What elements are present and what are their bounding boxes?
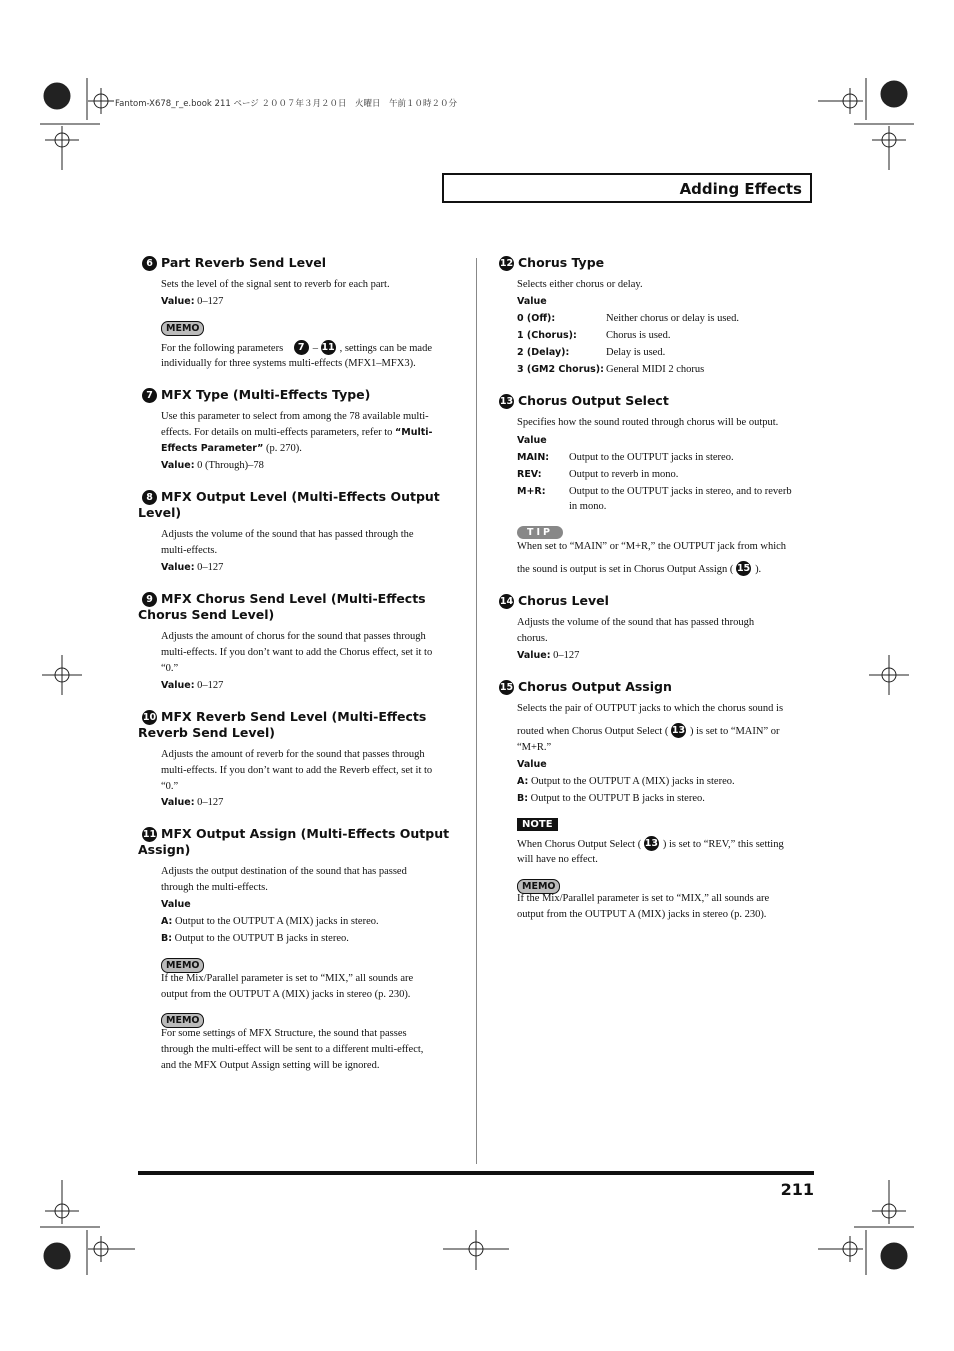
note-tag: NOTE: [517, 814, 558, 832]
option-desc: Output to reverb in mono.: [569, 469, 679, 480]
memo-text: individually for three systems multi-effects (MFX1–MFX3).: [161, 358, 416, 369]
option-row: 0 (Off):: [517, 313, 556, 324]
value-heading: Value: [517, 296, 547, 307]
paragraph: Use this parameter to select from among the 78 available multi-: [161, 411, 429, 422]
heading-mfx-reverb-send-level: 10 MFX Reverb Send Level (Multi-Effects Reverb Send Level): [138, 709, 427, 740]
heading-chorus-type: 12 Chorus Type: [499, 255, 605, 270]
option-desc: Chorus is used.: [606, 330, 671, 341]
heading-mfx-output-assign: 11 MFX Output Assign (Multi-Effects Output Assign): [138, 826, 450, 857]
note-text: will have no effect.: [517, 854, 598, 865]
memo-text: output from the OUTPUT A (MIX) jacks in stereo (p. 230).: [517, 909, 767, 920]
heading-chorus-output-select: 13 Chorus Output Select: [499, 393, 669, 408]
value-heading: Value: [517, 759, 547, 770]
file-header: Fantom-X678_r_e.book 211 ページ ２００７年３月２０日 火曜日 午前１０時２０分: [115, 99, 458, 109]
paragraph: multi-effects.: [161, 545, 218, 556]
option-row: 1 (Chorus):: [517, 330, 577, 341]
option-desc: General MIDI 2 chorus: [606, 364, 705, 375]
option-a: A: Output to the OUTPUT A (MIX) jacks in stereo.: [517, 776, 735, 787]
heading-mfx-type: 7 MFX Type (Multi-Effects Type): [142, 387, 370, 403]
ref-badge: 13: [644, 838, 658, 849]
paragraph: effects. For details on multi-effects parameters, refer to “Multi-: [161, 427, 433, 438]
value-line: Value: 0–127: [161, 797, 224, 808]
paragraph: Selects the pair of OUTPUT jacks to which the chorus sound is: [517, 703, 784, 714]
section-title-box: [442, 173, 812, 203]
option-desc: Neither chorus or delay is used.: [606, 313, 739, 324]
page-number: 211: [780, 1180, 814, 1199]
option-a: A: Output to the OUTPUT A (MIX) jacks in stereo.: [161, 916, 379, 927]
paragraph: multi-effects. If you don’t want to add the Chorus effect, set it to: [161, 647, 433, 658]
note-text: When Chorus Output Select ( 13 ) is set to “REV,” this setting: [517, 838, 784, 850]
paragraph: Selects either chorus or delay.: [517, 279, 643, 290]
memo-text: If the Mix/Parallel parameter is set to “MIX,” all sounds are: [161, 973, 414, 984]
paragraph: Adjusts the output destination of the sound that has passed: [161, 866, 407, 877]
section-title: Adding Effects: [679, 180, 802, 198]
memo-tag: MEMO: [161, 955, 204, 973]
number-badge: 6: [142, 256, 157, 271]
option-desc: Output to the OUTPUT jacks in stereo, and to reverb: [569, 486, 792, 497]
option-row: 2 (Delay):: [517, 347, 570, 358]
ref-badge: 7: [294, 340, 309, 355]
memo-text: and the MFX Output Assign setting will be ignored.: [161, 1060, 380, 1071]
paragraph: Adjusts the amount of chorus for the sound that passes through: [161, 631, 426, 642]
option-b: B: Output to the OUTPUT B jacks in stereo.: [517, 793, 705, 804]
ref-badge: 15: [736, 563, 751, 574]
option-desc-cont: in mono.: [569, 501, 607, 512]
tip-text: the sound is output is set in Chorus Output Assign ( 15 ).: [517, 563, 762, 575]
ref-badge: 11: [321, 342, 335, 353]
paragraph: “M+R.”: [517, 742, 552, 753]
memo-text: If the Mix/Parallel parameter is set to “MIX,” all sounds are: [517, 893, 770, 904]
memo-text: For some settings of MFX Structure, the sound that passes: [161, 1028, 407, 1039]
paragraph: “0.”: [161, 663, 179, 674]
heading-chorus-level: 14 Chorus Level: [499, 593, 609, 608]
option-desc: Output to the OUTPUT jacks in stereo.: [569, 452, 734, 463]
memo-text: output from the OUTPUT A (MIX) jacks in stereo (p. 230).: [161, 989, 411, 1000]
option-row: MAIN:: [517, 452, 550, 463]
memo-tag: MEMO: [161, 318, 204, 336]
option-row: 3 (GM2 Chorus):: [517, 364, 604, 375]
paragraph: Adjusts the volume of the sound that has passed through the: [161, 529, 414, 540]
memo-text: through the multi-effect will be sent to a different multi-effect,: [161, 1044, 424, 1055]
value-line: Value: 0–127: [161, 680, 224, 691]
footer-rule: [138, 1171, 814, 1175]
paragraph: Specifies how the sound routed through chorus will be output.: [517, 417, 779, 428]
paragraph: “0.”: [161, 781, 179, 792]
paragraph: through the multi-effects.: [161, 882, 268, 893]
paragraph: routed when Chorus Output Select ( 13 ) is set to “MAIN” or: [517, 725, 780, 737]
heading-chorus-output-assign: 15 Chorus Output Assign: [499, 679, 672, 694]
memo-tag: MEMO: [161, 1010, 204, 1028]
tip-text: When set to “MAIN” or “M+R,” the OUTPUT jack from which: [517, 541, 787, 552]
paragraph: Adjusts the amount of reverb for the sound that passes through: [161, 749, 425, 760]
paragraph: chorus.: [517, 633, 548, 644]
option-b: B: Output to the OUTPUT B jacks in stereo.: [161, 933, 349, 944]
value-heading: Value: [517, 435, 547, 446]
paragraph: multi-effects. If you don’t want to add the Reverb effect, set it to: [161, 765, 433, 776]
value-line: Value: 0–127: [161, 562, 224, 573]
value-line: Value: 0 (Through)–78: [161, 460, 264, 471]
paragraph: Adjusts the volume of the sound that has passed through: [517, 617, 755, 628]
memo-tag: MEMO: [517, 876, 560, 894]
column-divider: [476, 258, 477, 1164]
ref-badge: 13: [671, 725, 686, 736]
option-desc: Delay is used.: [606, 347, 666, 358]
tip-tag: TIP: [517, 522, 563, 540]
heading-mfx-output-level: 8 MFX Output Level (Multi-Effects Output Level): [138, 489, 440, 520]
memo-text: For the following parameters 7 – 11 , settings can be made: [161, 342, 432, 354]
heading-mfx-chorus-send-level: 9 MFX Chorus Send Level (Multi-Effects Chorus Send Level): [138, 591, 426, 622]
paragraph: Effects Parameter” (p. 270).: [161, 443, 302, 454]
paragraph: Sets the level of the signal sent to reverb for each part.: [161, 279, 390, 290]
option-row: M+R:: [517, 486, 546, 497]
heading-part-reverb-send-level: 6 Part Reverb Send Level: [142, 255, 326, 271]
value-line: Value: 0–127: [517, 650, 580, 661]
value-heading: Value: [161, 899, 191, 910]
option-row: REV:: [517, 469, 542, 480]
value-line: Value: 0–127: [161, 296, 224, 307]
